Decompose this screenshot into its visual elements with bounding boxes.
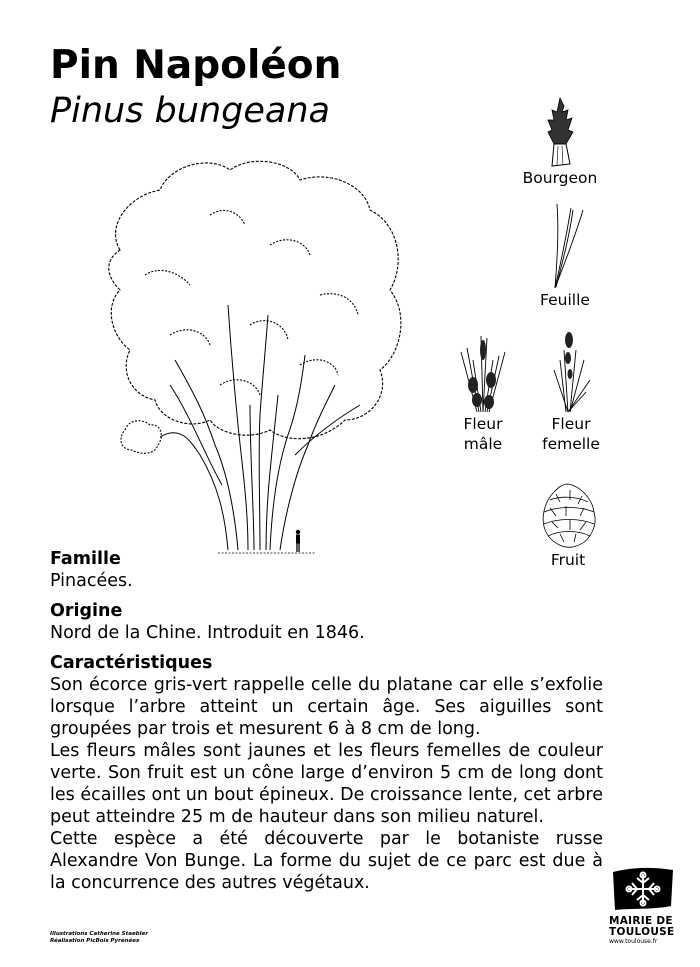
- latin-name: Pinus bungeana: [50, 91, 330, 131]
- credits: [50, 931, 148, 945]
- origine-heading: Origine: [50, 601, 123, 621]
- bud-icon: [540, 96, 580, 168]
- section-caracteristiques: [50, 652, 603, 894]
- part-label: Fruit: [550, 551, 586, 569]
- section-origine: [50, 600, 603, 644]
- male-flower-icon: [455, 330, 511, 414]
- paragraph: Cette espèce a été découverte par le botaniste russe Alexandre Von Bunge. La forme du sujet de ce parc est due à la concurrence des autres végétaux.: [50, 829, 603, 893]
- occitan-cross-flag-icon: [609, 866, 675, 912]
- famille-text: Pinacées.: [50, 571, 133, 591]
- part-feuille: [525, 202, 605, 310]
- part-label-line: Fleur: [551, 415, 591, 433]
- part-label-line: mâle: [463, 435, 503, 453]
- caracteristiques-heading: Caractéristiques: [50, 653, 213, 673]
- tree-illustration: [100, 155, 410, 560]
- logo-url[interactable]: www.toulouse.fr: [609, 938, 658, 945]
- part-fleur-male: [447, 330, 519, 454]
- part-fleur-femelle: [534, 330, 608, 454]
- paragraph: Les fleurs mâles sont jaunes et les fleurs femelles de couleur verte. Son fruit est un cône large d’environ 5 cm de long dont les écailles ont un bout épineux. De croissance lente, cet arbre peut atteindre 25 m de hauteur dans son milieu naturel.: [50, 741, 603, 827]
- part-label: Bourgeon: [522, 169, 598, 187]
- pine-cone-icon: [536, 480, 600, 550]
- logo-line1: MAIRIE DE: [609, 915, 673, 927]
- part-label-line: Fleur: [463, 415, 503, 433]
- logo-line2: TOULOUSE: [609, 926, 675, 938]
- female-flower-icon: [546, 330, 596, 414]
- credits-realisation: Réalisation PicBois Pyrénées: [50, 938, 140, 944]
- part-bourgeon: [515, 96, 605, 188]
- mairie-toulouse-logo: [609, 866, 675, 946]
- origine-text: Nord de la Chine. Introduit en 1846.: [50, 623, 365, 643]
- paragraph: Son écorce gris-vert rappelle celle du platane car elle s’exfolie lorsque l’arbre atteint un certain âge. Ses aiguilles sont groupées par trois et mesurent 6 à 8 cm de long.: [50, 675, 603, 739]
- caracteristiques-body: [50, 674, 603, 894]
- canopy: [109, 161, 401, 438]
- credits-illustrations: Illustrations Catherine Staebler: [50, 931, 148, 937]
- famille-heading: Famille: [50, 549, 121, 569]
- needle-leaf-icon: [545, 202, 585, 290]
- part-label-line: femelle: [542, 435, 600, 453]
- part-label: Feuille: [540, 291, 590, 309]
- section-famille: [50, 548, 603, 592]
- page-title: Pin Napoléon: [50, 43, 342, 88]
